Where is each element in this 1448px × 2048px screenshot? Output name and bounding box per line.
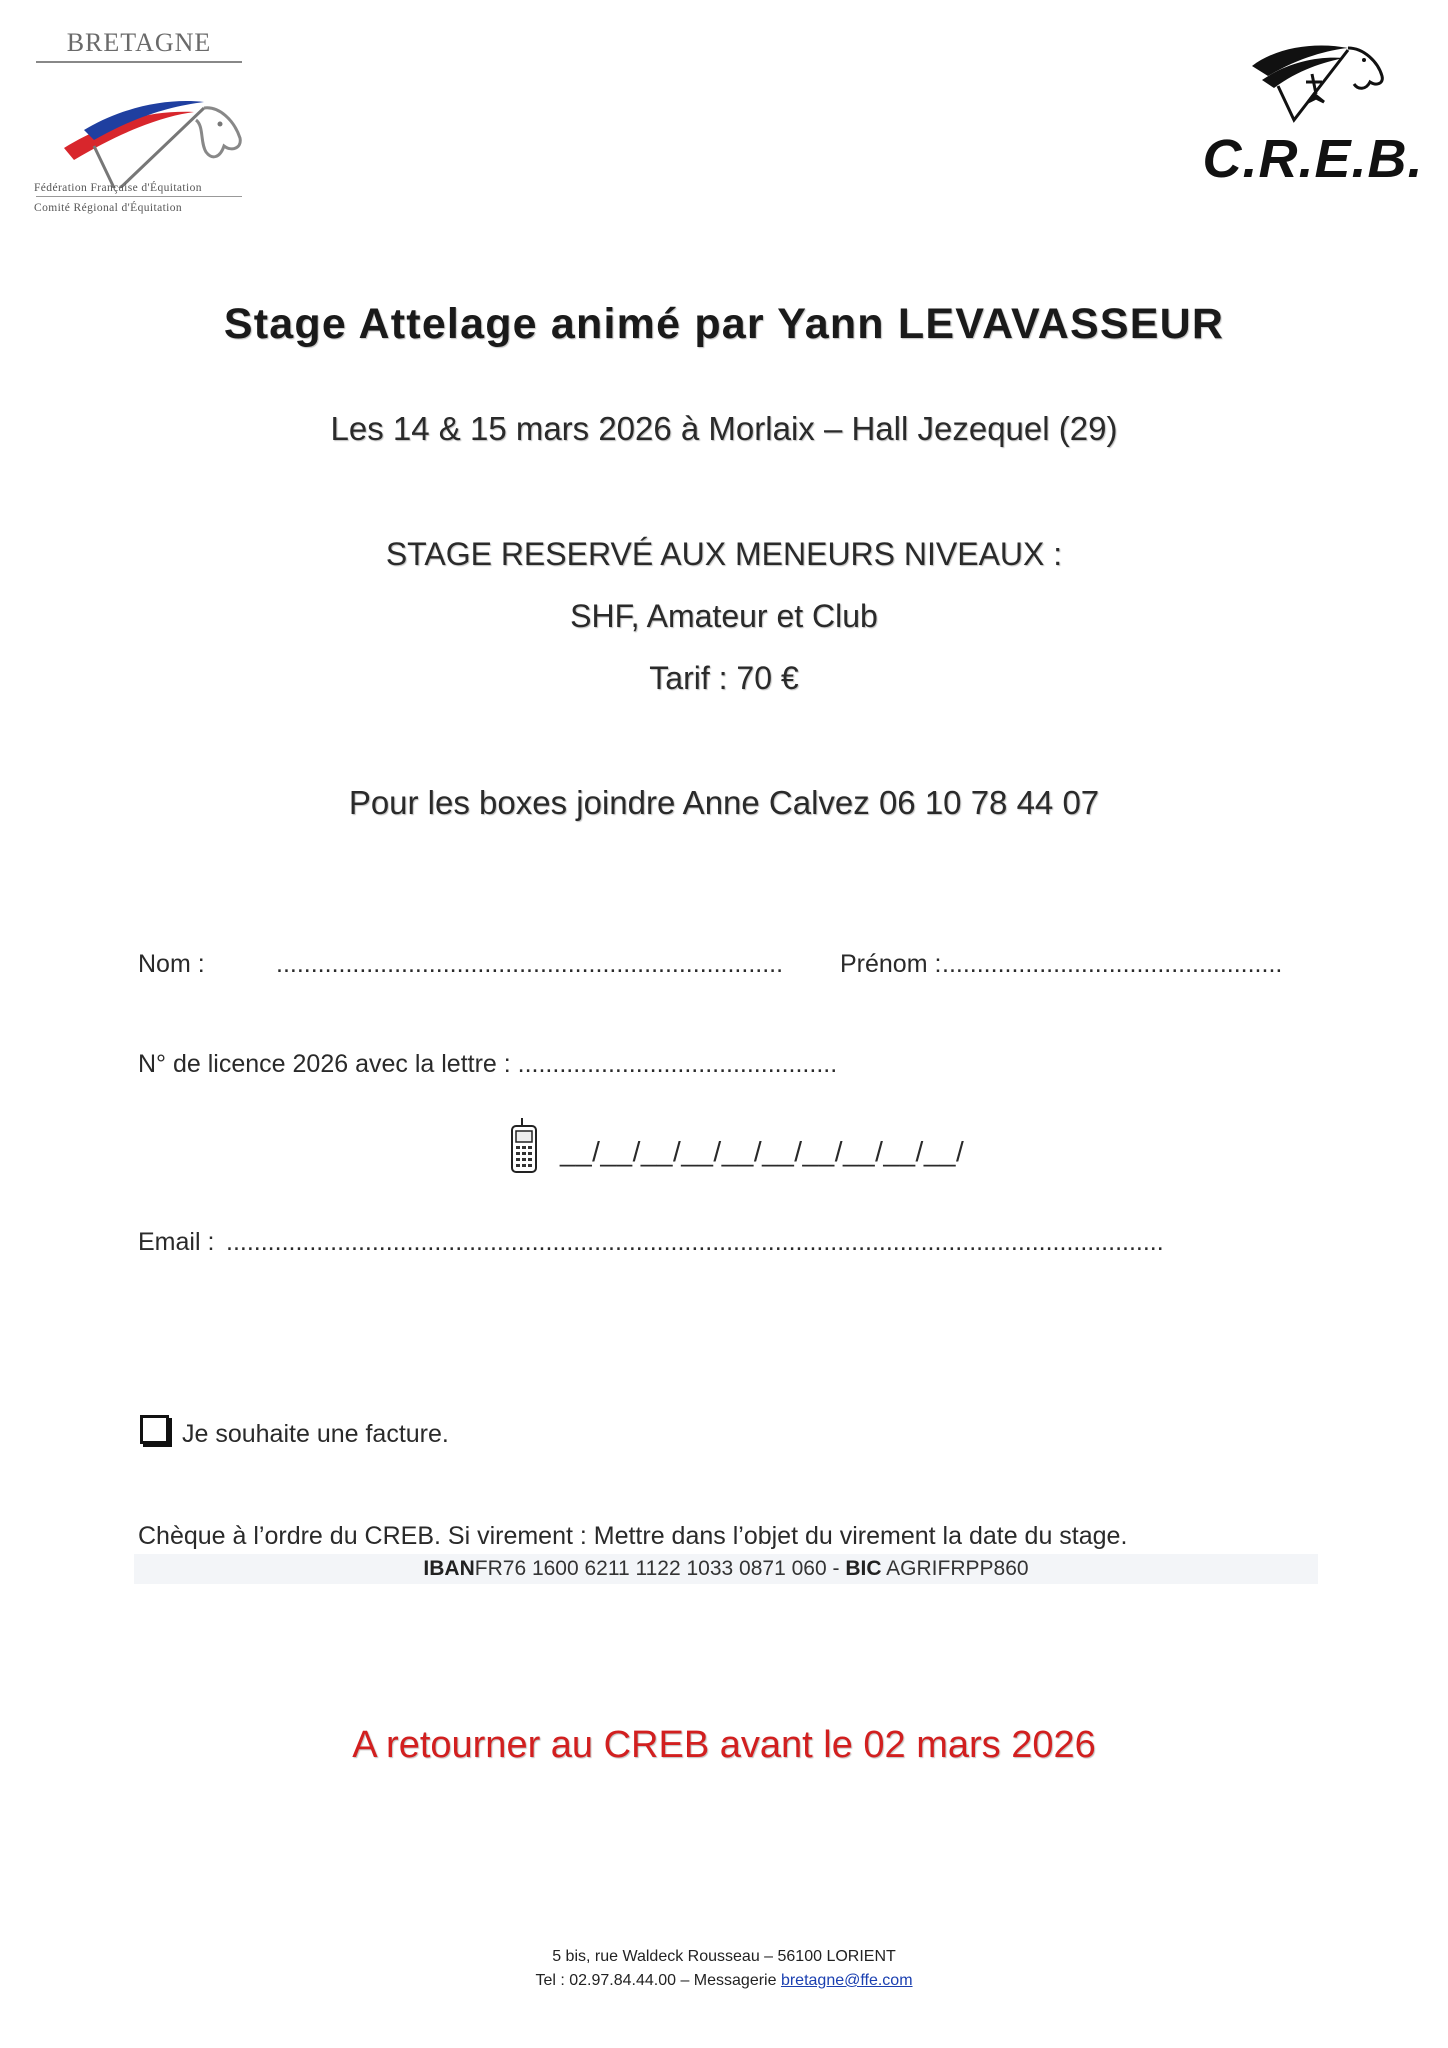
email-label: Email :: [138, 1228, 215, 1256]
iban-value: FR76 1600 6211 1122 1033 0871 060 -: [474, 1557, 840, 1580]
nom-label: Nom :: [138, 950, 205, 978]
facture-label: Je souhaite une facture.: [182, 1420, 449, 1448]
logo-committee-line: Comité Régional d'Équitation: [34, 202, 183, 214]
footer-address: 5 bis, rue Waldeck Rousseau – 56100 LORIENT: [552, 1948, 896, 1965]
logo-region-name: BRETAGNE: [66, 28, 212, 57]
levels-heading: STAGE RESERVÉ AUX MENEURS NIVEAUX :: [385, 536, 1063, 572]
footer-phone: Tel : 02.97.84.44.00 – Messagerie: [535, 1972, 777, 1989]
boxes-contact: Pour les boxes joindre Anne Calvez 06 10 78 44 07: [348, 784, 1100, 821]
prenom-field[interactable]: .................................................: [942, 950, 1283, 978]
ffe-bretagne-logo: [34, 28, 244, 228]
mobile-phone-icon: [508, 1116, 542, 1176]
logo-divider: [36, 61, 242, 63]
payment-instructions: Chèque à l’ordre du CREB. Si virement : Mettre dans l’objet du virement la date du stage.: [138, 1522, 1128, 1550]
email-field[interactable]: .......................................................................................................................................: [226, 1228, 1164, 1256]
bank-details-bar: [134, 1554, 1318, 1584]
page-title: Stage Attelage animé par Yann LEVAVASSEUR: [223, 300, 1225, 348]
event-dates-location: Les 14 & 15 mars 2026 à Morlaix – Hall Jezequel (29): [330, 410, 1118, 447]
footer-contact: [0, 1972, 1448, 1990]
creb-logo: [1198, 36, 1428, 196]
licence-field[interactable]: N° de licence 2026 avec la lettre : ..............................................: [138, 1050, 838, 1078]
footer-email-link[interactable]: bretagne@ffe.com: [780, 1972, 913, 1989]
logo-divider: [36, 196, 242, 197]
prenom-label: Prénom :: [840, 950, 942, 978]
ffe-horse-head-tricolor-icon: [54, 68, 254, 188]
iban-label: IBAN: [423, 1557, 475, 1580]
phone-field[interactable]: __/__/__/__/__/__/__/__/__/__/: [560, 1136, 965, 1167]
bic-label: BIC: [845, 1557, 882, 1580]
bic-value: AGRIFRPP860: [886, 1557, 1029, 1580]
creb-logo-text: C.R.E.B.: [1202, 129, 1424, 189]
return-deadline: A retourner au CREB avant le 02 mars 2026: [352, 1724, 1096, 1766]
nom-field[interactable]: .........................................................................: [276, 950, 784, 978]
facture-checkbox[interactable]: [140, 1415, 169, 1444]
price: Tarif : 70 €: [649, 660, 799, 696]
bank-details: [134, 1557, 1318, 1581]
logo-federation-line: Fédération Française d'Équitation: [34, 182, 202, 194]
horse-head-ermine-icon: [1248, 36, 1388, 126]
levels-list: SHF, Amateur et Club: [570, 598, 878, 634]
